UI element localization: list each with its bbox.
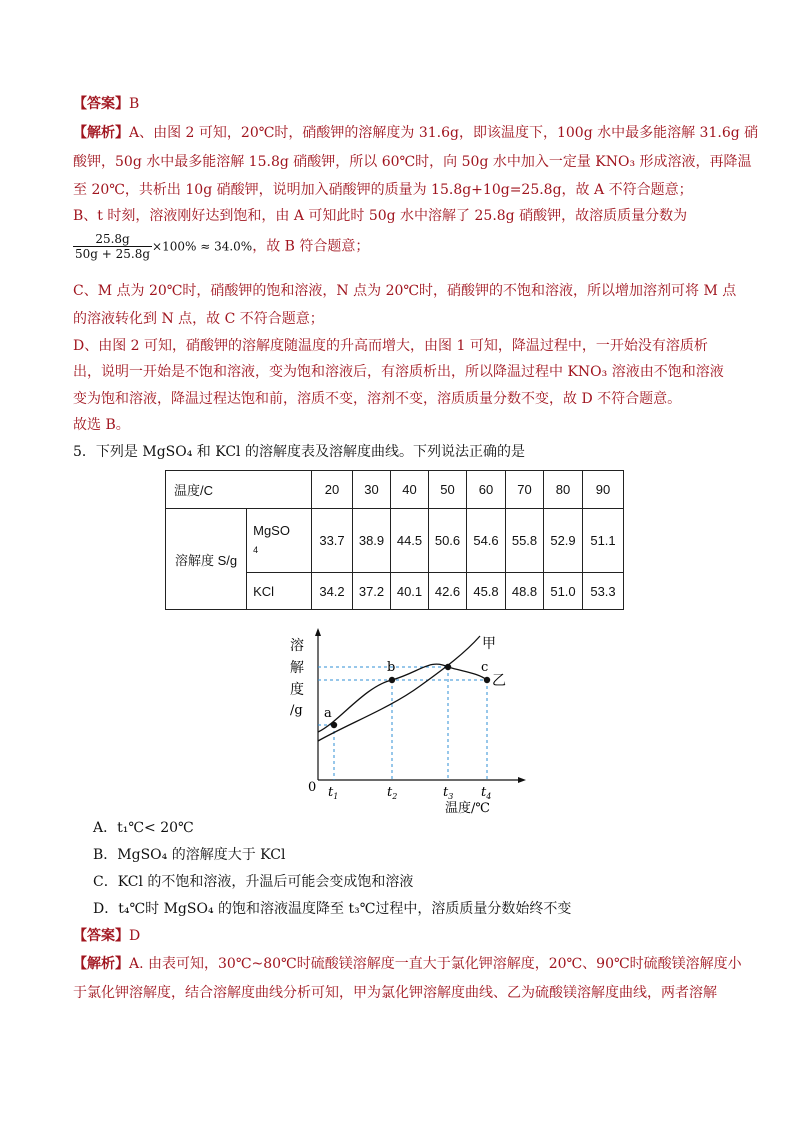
y-label-1: 溶 <box>290 638 304 654</box>
table-cell: 42.6 <box>429 573 467 610</box>
option-d: D．t₄℃时 MgSO₄ 的饱和溶液温度降至 t₃℃过程中，溶质质量分数始终不变 <box>93 901 572 917</box>
table-cell: 20 <box>312 471 353 509</box>
analysis-line-b1: B、t 时刻，溶液刚好达到饱和，由 A 可知此时 50g 水中溶解了 25.8g 硝酸钾，故溶质质量分数为 <box>73 208 688 224</box>
answer-value: B <box>129 96 140 112</box>
table-cell: 50.6 <box>429 509 467 573</box>
answer-label: 【答案】 <box>73 96 129 112</box>
table-cell: 52.9 <box>544 509 583 573</box>
table-cell: 80 <box>544 471 583 509</box>
mgso4-label-sub: 4 <box>253 545 259 555</box>
analysis-line-a3: 至 20℃，共析出 10g 硝酸钾，说明加入硝酸钾的质量为 15.8g+10g=25.8g，故 A 不符合题意； <box>73 182 693 198</box>
y-axis-arrow <box>315 628 321 636</box>
answer-value-2: D <box>129 928 141 944</box>
table-cell: 53.3 <box>583 573 624 610</box>
table-cell: 40.1 <box>391 573 429 610</box>
point-a-label: a <box>324 706 332 721</box>
table-cell: 50 <box>429 471 467 509</box>
answer-line-2 <box>73 927 140 945</box>
table-row <box>166 509 624 573</box>
solubility-table <box>165 470 624 610</box>
table-cell: 51.0 <box>544 573 583 610</box>
answer-label-2: 【答案】 <box>73 928 129 944</box>
fraction-tail: ×100% ≈ 34.0% <box>152 239 253 254</box>
series-label-jia: 甲 <box>482 636 496 652</box>
table-cell: 70 <box>506 471 544 509</box>
analysis2-line-1 <box>73 955 742 973</box>
table-cell: 90 <box>583 471 624 509</box>
y-label-4: /g <box>290 703 303 718</box>
analysis-text: A、由图 2 可知，20℃时，硝酸钾的溶解度为 31.6g，即该温度下，100g 水中最多能溶解 31.6g 硝 <box>129 125 759 141</box>
point-b-label: b <box>387 660 396 675</box>
curve-jia <box>318 636 480 741</box>
analysis-line-c2: 的溶液转化到 N 点，故 C 不符合题意； <box>73 311 324 327</box>
solubility-chart <box>270 628 530 816</box>
table-cell: 55.8 <box>506 509 544 573</box>
y-label-2: 解 <box>290 660 304 676</box>
analysis-line-d2: 出，说明一开始是不饱和溶液，变为饱和溶液后，有溶质析出，所以降温过程中 KNO₃ 溶液由不饱和溶液 <box>73 364 724 380</box>
table-cell: 40 <box>391 471 429 509</box>
x-axis-label: 温度/℃ <box>445 801 490 816</box>
option-b: B．MgSO₄ 的溶解度大于 KCl <box>93 847 286 863</box>
x-tick-t2: $t_2$ <box>387 785 398 801</box>
row-label: 溶解度 S/g <box>166 509 247 610</box>
kcl-label: KCl <box>247 573 312 610</box>
mgso4-label <box>247 509 312 573</box>
analysis2-text: A. 由表可知，30℃~80℃时硫酸镁溶解度一直大于氯化钾溶解度，20℃、90℃时硫酸镁溶解度小 <box>129 956 742 972</box>
table-cell: 44.5 <box>391 509 429 573</box>
analysis-line-d1: D、由图 2 可知，硝酸钾的溶解度随温度的升高而增大，由图 1 可知，降温过程中，一开始没有溶质析 <box>73 338 708 354</box>
table-cell: 60 <box>467 471 506 509</box>
option-a: A．t₁℃< 20℃ <box>93 820 194 836</box>
x-tick-t4: $t_4$ <box>481 785 492 801</box>
analysis2-line-2: 于氯化钾溶解度，结合溶解度曲线分析可知，甲为氯化钾溶解度曲线、乙为硫酸镁溶解度曲线，两者溶解 <box>73 985 717 1001</box>
analysis-line-a2: 酸钾，50g 水中最多能溶解 15.8g 硝酸钾，所以 60℃时，向 50g 水中加入一定量 KNO₃ 形成溶液，再降温 <box>73 154 752 170</box>
answer-line <box>73 95 139 113</box>
table-row <box>166 471 624 509</box>
table-cell: 48.8 <box>506 573 544 610</box>
table-cell: 45.8 <box>467 573 506 610</box>
point-a <box>331 722 337 728</box>
series-label-yi: 乙 <box>492 673 506 689</box>
table-cell: 30 <box>353 471 391 509</box>
x-tick-t3: $t_3$ <box>443 785 454 801</box>
analysis-line-b2: ，故 B 符合题意； <box>252 238 370 255</box>
option-c: C．KCl 的不饱和溶液，升温后可能会变成饱和溶液 <box>93 874 414 890</box>
point-c-end <box>484 677 490 683</box>
fraction-denominator: 50g + 25.8g <box>75 247 151 261</box>
table-cell: 34.2 <box>312 573 353 610</box>
fraction-numerator: 25.8g <box>73 232 152 247</box>
fraction-formula <box>73 232 369 261</box>
x-axis-arrow <box>518 777 526 783</box>
analysis-line-d3: 变为饱和溶液，降温过程达饱和前，溶质不变，溶剂不变，溶质质量分数不变，故 D 不符合题意。 <box>73 391 682 407</box>
analysis-line-a1 <box>73 124 758 142</box>
analysis-choose: 故选 B。 <box>73 417 130 433</box>
origin-label: 0 <box>308 780 317 795</box>
table-cell: 33.7 <box>312 509 353 573</box>
mgso4-label-main: MgSO <box>253 523 290 538</box>
analysis-line-c1: C、M 点为 20℃时，硝酸钾的饱和溶液，N 点为 20℃时，硝酸钾的不饱和溶液，所以增加溶剂可将 M 点 <box>73 283 737 299</box>
table-cell: 38.9 <box>353 509 391 573</box>
table-cell: 54.6 <box>467 509 506 573</box>
analysis-label: 【解析】 <box>73 125 129 141</box>
question-5: 5．下列是 MgSO₄ 和 KCl 的溶解度表及溶解度曲线。下列说法正确的是 <box>73 444 525 460</box>
point-c <box>445 664 451 670</box>
x-tick-t1: $t_1$ <box>328 785 339 801</box>
point-b <box>389 677 395 683</box>
point-c-label: c <box>481 660 489 675</box>
temp-header: 温度/C <box>166 471 312 509</box>
table-cell: 37.2 <box>353 573 391 610</box>
y-label-3: 度 <box>290 682 304 698</box>
table-cell: 51.1 <box>583 509 624 573</box>
analysis2-label: 【解析】 <box>73 956 129 972</box>
